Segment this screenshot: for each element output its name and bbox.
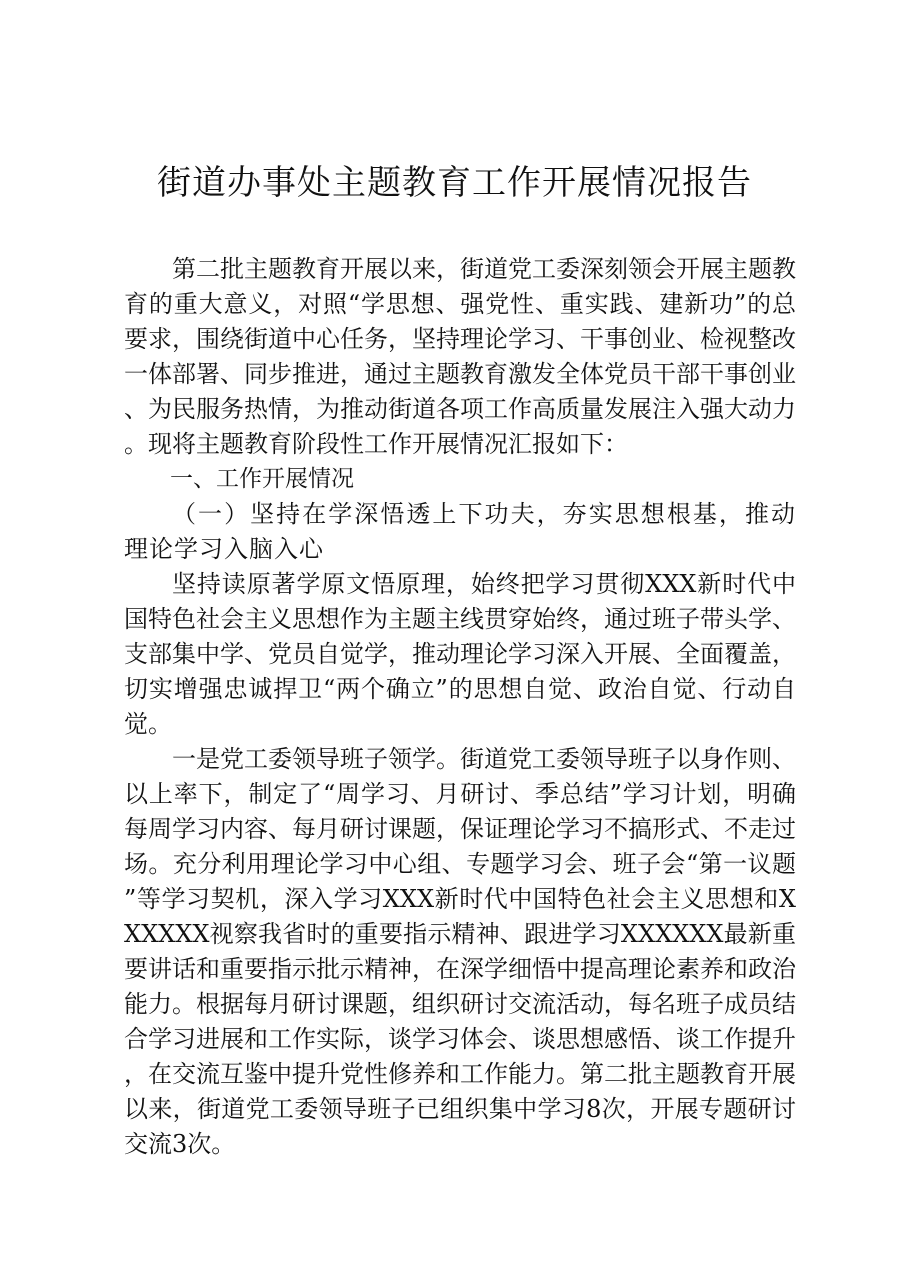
document-body (124, 252, 796, 1162)
body-paragraph: 坚持读原著学原文悟原理，始终把学习贯彻XXX新时代中国特色社会主义思想作为主题主线贯穿始终，通过班子带头学、支部集中学、党员自觉学，推动理论学习深入开展、全面覆盖，切实增强忠诚捍卫“两个确立”的思想自觉、政治自觉、行动自觉。 (124, 570, 796, 738)
subsection-heading: （一）坚持在学深悟透上下功夫，夯实思想根基，推动理论学习入脑入心 (124, 500, 796, 563)
body-paragraph: 一是党工委领导班子领学。街道党工委领导班子以身作则、以上率下，制定了“周学习、月研讨、季总结”学习计划，明确每周学习内容、每月研讨课题，保证理论学习不搞形式、不走过场。充分利用理论学习中心组、专题学习会、班子会“第一议题”等学习契机，深入学习XXX新时代中国特色社会主义思想和XXXXXX视察我省时的重要指示精神、跟进学习XXXXXX最新重要讲话和重要指示批示精神，在深学细悟中提高理论素养和政治能力。根据每月研讨课题，组织研讨交流活动，每名班子成员结合学习进展和工作实际，谈学习体会、谈思想感悟、谈工作提升，在交流互鉴中提升党性修养和工作能力。第二批主题教育开展以来，街道党工委领导班子已组织集中学习8次，开展专题研讨交流3次。 (124, 745, 796, 1158)
intro-paragraph: 第二批主题教育开展以来，街道党工委深刻领会开展主题教育的重大意义，对照“学思想、强党性、重实践、建新功”的总要求，围绕街道中心任务，坚持理论学习、干事创业、检视整改一体部署、同步推进，通过主题教育激发全体党员干部干事创业、为民服务热情，为推动街道各项工作高质量发展注入强大动力。现将主题教育阶段性工作开展情况汇报如下： (124, 255, 796, 458)
document-title: 街道办事处主题教育工作开展情况报告 (157, 163, 752, 203)
section-heading: 一、工作开展情况 (170, 466, 354, 492)
